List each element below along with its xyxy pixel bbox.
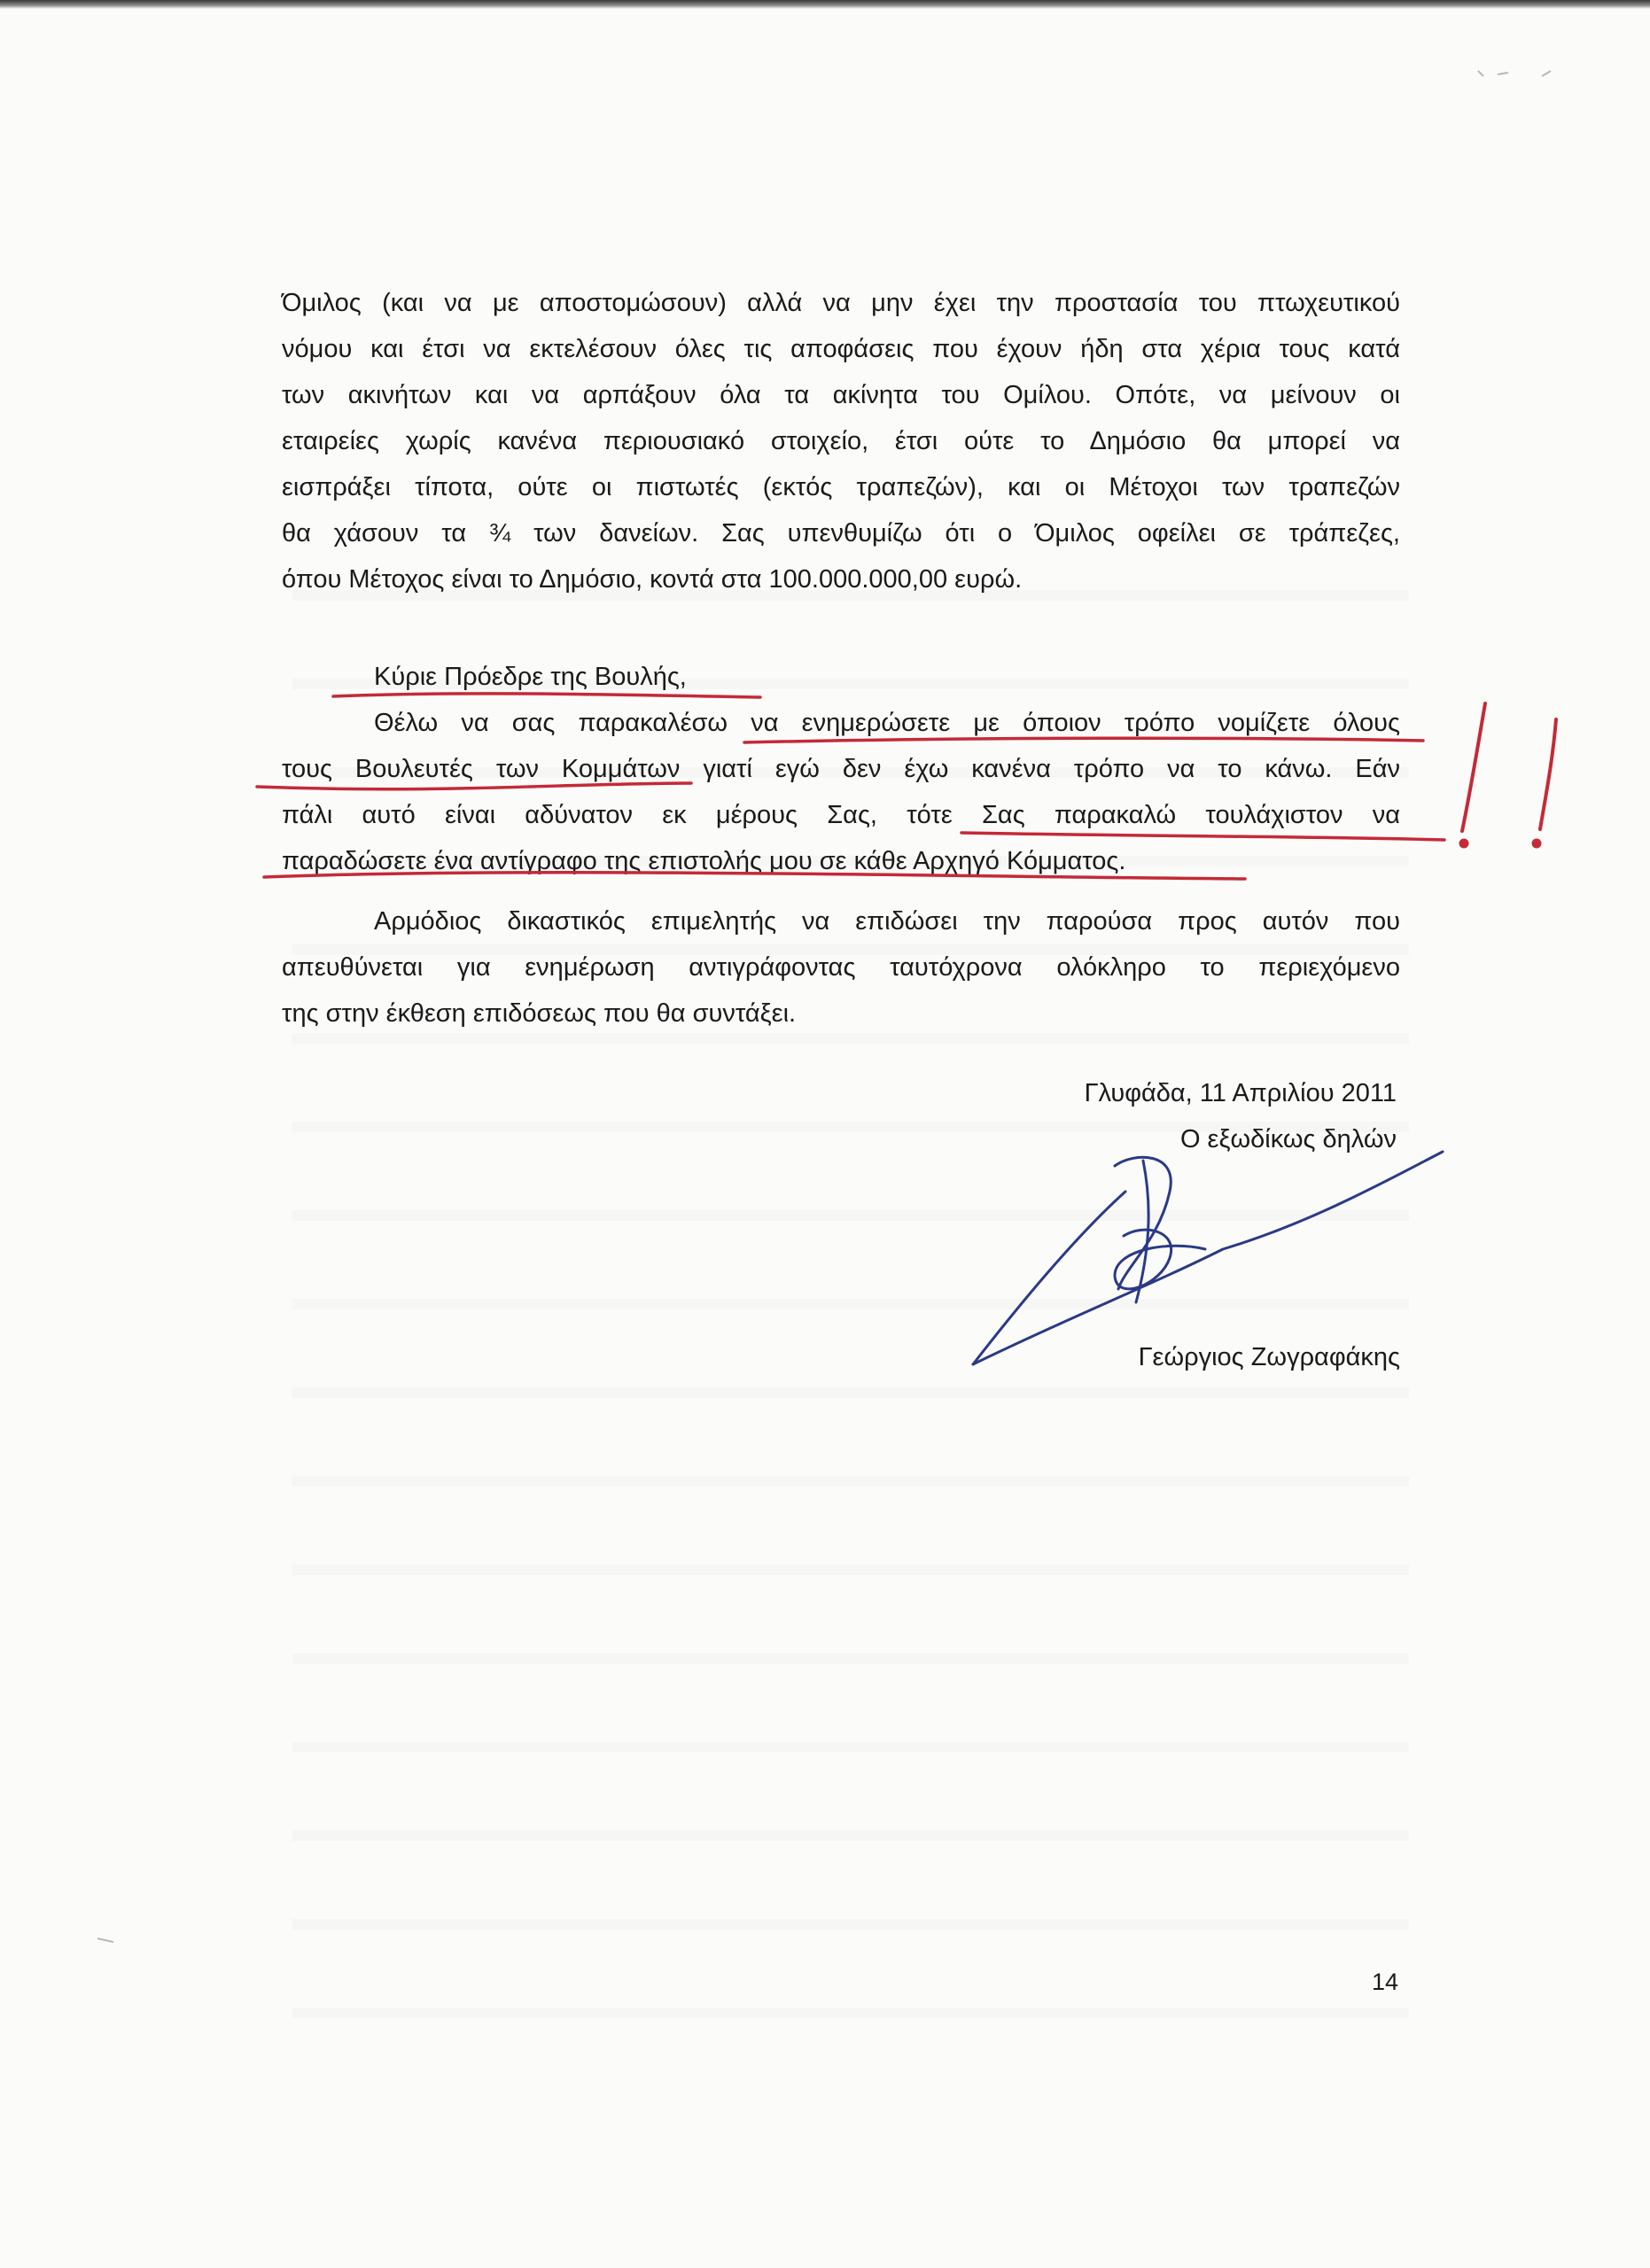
text-line: τους Βουλευτές των Κομμάτων γιατί εγώ δεν έχω κανένα τρόπο να το κάνω. Εάν: [282, 755, 1400, 783]
declarant: Ο εξωδίκως δηλών: [1179, 1125, 1397, 1153]
page-number: 14: [1372, 1969, 1399, 1995]
text-line: εταιρείες χωρίς κανένα περιουσιακό στοιχείο, έτσι ούτε το Δημόσιο θα μπορεί να: [282, 427, 1400, 455]
text-line: θα χάσουν τα ¾ των δανείων. Σας υπενθυμίζω ότι ο Όμιλος οφείλει σε τράπεζες,: [282, 519, 1400, 548]
exclamation-marks: [1461, 703, 1557, 847]
paragraph-3: [282, 898, 1400, 1037]
text-line: της στην έκθεση επιδόσεως που θα συντάξει.: [282, 999, 797, 1028]
signer-name: Γεώργιος Ζωγραφάκης: [1138, 1343, 1400, 1371]
text-line: νόμου και έτσι να εκτελέσουν όλες τις αποφάσεις που έχουν ήδη στα χέρια τους κατά: [282, 335, 1400, 363]
exclamation-dot: [1534, 841, 1540, 847]
scan-speck: [1478, 71, 1551, 76]
exclamation-dot: [1461, 841, 1467, 847]
text-line: παραδώσετε ένα αντίγραφο της επιστολής μου σε κάθε Αρχηγό Κόμματος.: [282, 847, 1126, 875]
text-line: απευθύνεται για ενημέρωση αντιγράφοντας ταυτόχρονα ολόκληρο το περιεχόμενο: [282, 953, 1400, 982]
text-line: πάλι αυτό είναι αδύνατον εκ μέρους Σας, τότε Σας παρακαλώ τουλάχιστον να: [282, 801, 1400, 829]
place-date: Γλυφάδα, 11 Απριλίου 2011: [1084, 1079, 1397, 1107]
exclamation-stroke: [1462, 703, 1485, 831]
scan-top-edge: [0, 0, 1650, 9]
text-line: όπου Μέτοχος είναι το Δημόσιο, κοντά στα 100.000.000,00 ευρώ.: [282, 565, 1023, 594]
text-line: Όμιλος (και να με αποστομώσουν) αλλά να μην έχει την προστασία του πτωχευτικού: [282, 289, 1400, 317]
scan-speck: [97, 1938, 113, 1942]
text-line: των ακινήτων και να αρπάξουν όλα τα ακίνητα του Ομίλου. Οπότε, να μείνουν οι: [282, 381, 1400, 409]
text-line: Αρμόδιος δικαστικός επιμελητής να επιδώσει την παρούσα προς αυτόν που: [374, 907, 1400, 936]
paragraph-2: [282, 700, 1400, 884]
paragraph-1: [282, 280, 1400, 602]
closing-block: [1085, 1070, 1397, 1162]
text-line: εισπράξει τίποτα, ούτε οι πιστωτές (εκτός τραπεζών), και οι Μέτοχοι των τραπεζών: [282, 473, 1400, 501]
text-line: Θέλω να σας παρακαλέσω να ενημερώσετε με όποιον τρόπο νομίζετε όλους: [374, 709, 1400, 737]
salutation: Κύριε Πρόεδρε της Βουλής,: [374, 663, 687, 691]
exclamation-stroke: [1540, 719, 1556, 829]
